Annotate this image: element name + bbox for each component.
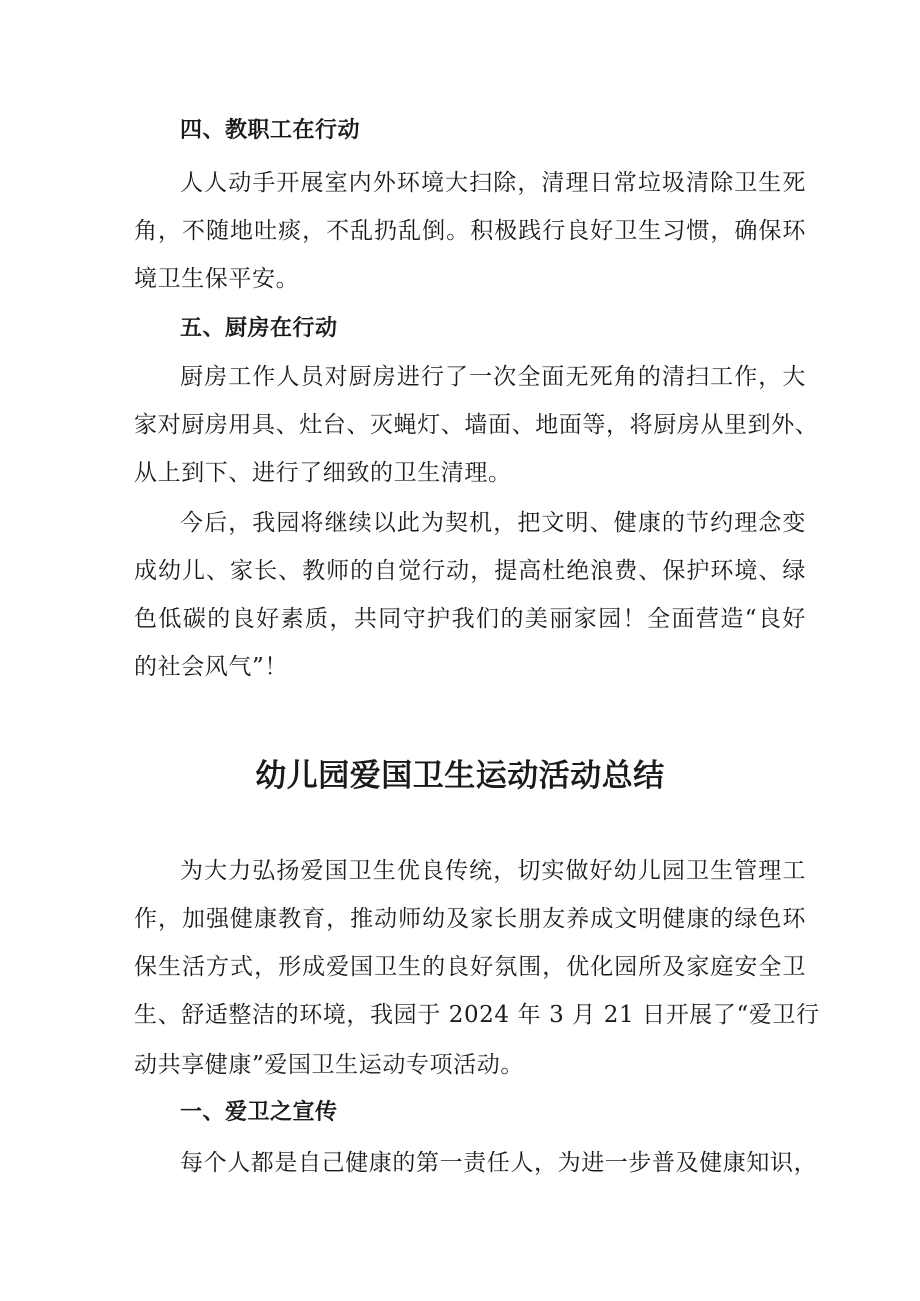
paragraph-line: 成幼儿、家长、教师的自觉行动，提高杜绝浪费、保护环境、绿 — [134, 558, 806, 584]
paragraph-line: 保生活方式，形成爱国卫生的良好氛围，优化园所及家庭安全卫 — [134, 954, 806, 980]
section-heading-staff: 四、教职工在行动 — [180, 118, 361, 143]
paragraph-line: 今后，我园将继续以此为契机，把文明、健康的节约理念变 — [180, 510, 806, 536]
paragraph-line: 境卫生保平安。 — [134, 266, 300, 292]
paragraph-line: 家对厨房用具、灶台、灭蝇灯、墙面、地面等，将厨房从里到外、 — [134, 412, 819, 438]
paragraph-line: 的社会风气”！ — [134, 654, 288, 680]
document-title: 幼儿园爱国卫生运动活动总结 — [255, 758, 665, 794]
paragraph-line: 生、舒适整洁的环境，我园于 2024 年 3 月 21 日开展了“爱卫行 — [134, 1002, 820, 1028]
paragraph-line: 色低碳的良好素质，共同守护我们的美丽家园！全面营造“良好 — [134, 606, 806, 632]
paragraph-line: 从上到下、进行了细致的卫生清理。 — [134, 460, 512, 486]
paragraph-line: 厨房工作人员对厨房进行了一次全面无死角的清扫工作，大 — [180, 364, 806, 390]
paragraph-line: 作，加强健康教育，推动师幼及家长朋友养成文明健康的绿色环 — [134, 906, 806, 932]
paragraph-line: 动共享健康”爱国卫生运动专项活动。 — [134, 1052, 524, 1078]
paragraph-line: 为大力弘扬爱国卫生优良传统，切实做好幼儿园卫生管理工 — [180, 858, 806, 884]
paragraph-line: 人人动手开展室内外环境大扫除，清理日常垃圾清除卫生死 — [180, 170, 806, 196]
section-heading-kitchen: 五、厨房在行动 — [180, 316, 338, 341]
section-heading-publicity: 一、爱卫之宣传 — [180, 1100, 338, 1125]
paragraph-line: 角，不随地吐痰，不乱扔乱倒。积极践行良好卫生习惯，确保环 — [134, 218, 806, 244]
paragraph-line: 每个人都是自己健康的第一责任人，为进一步普及健康知识， — [180, 1150, 818, 1176]
